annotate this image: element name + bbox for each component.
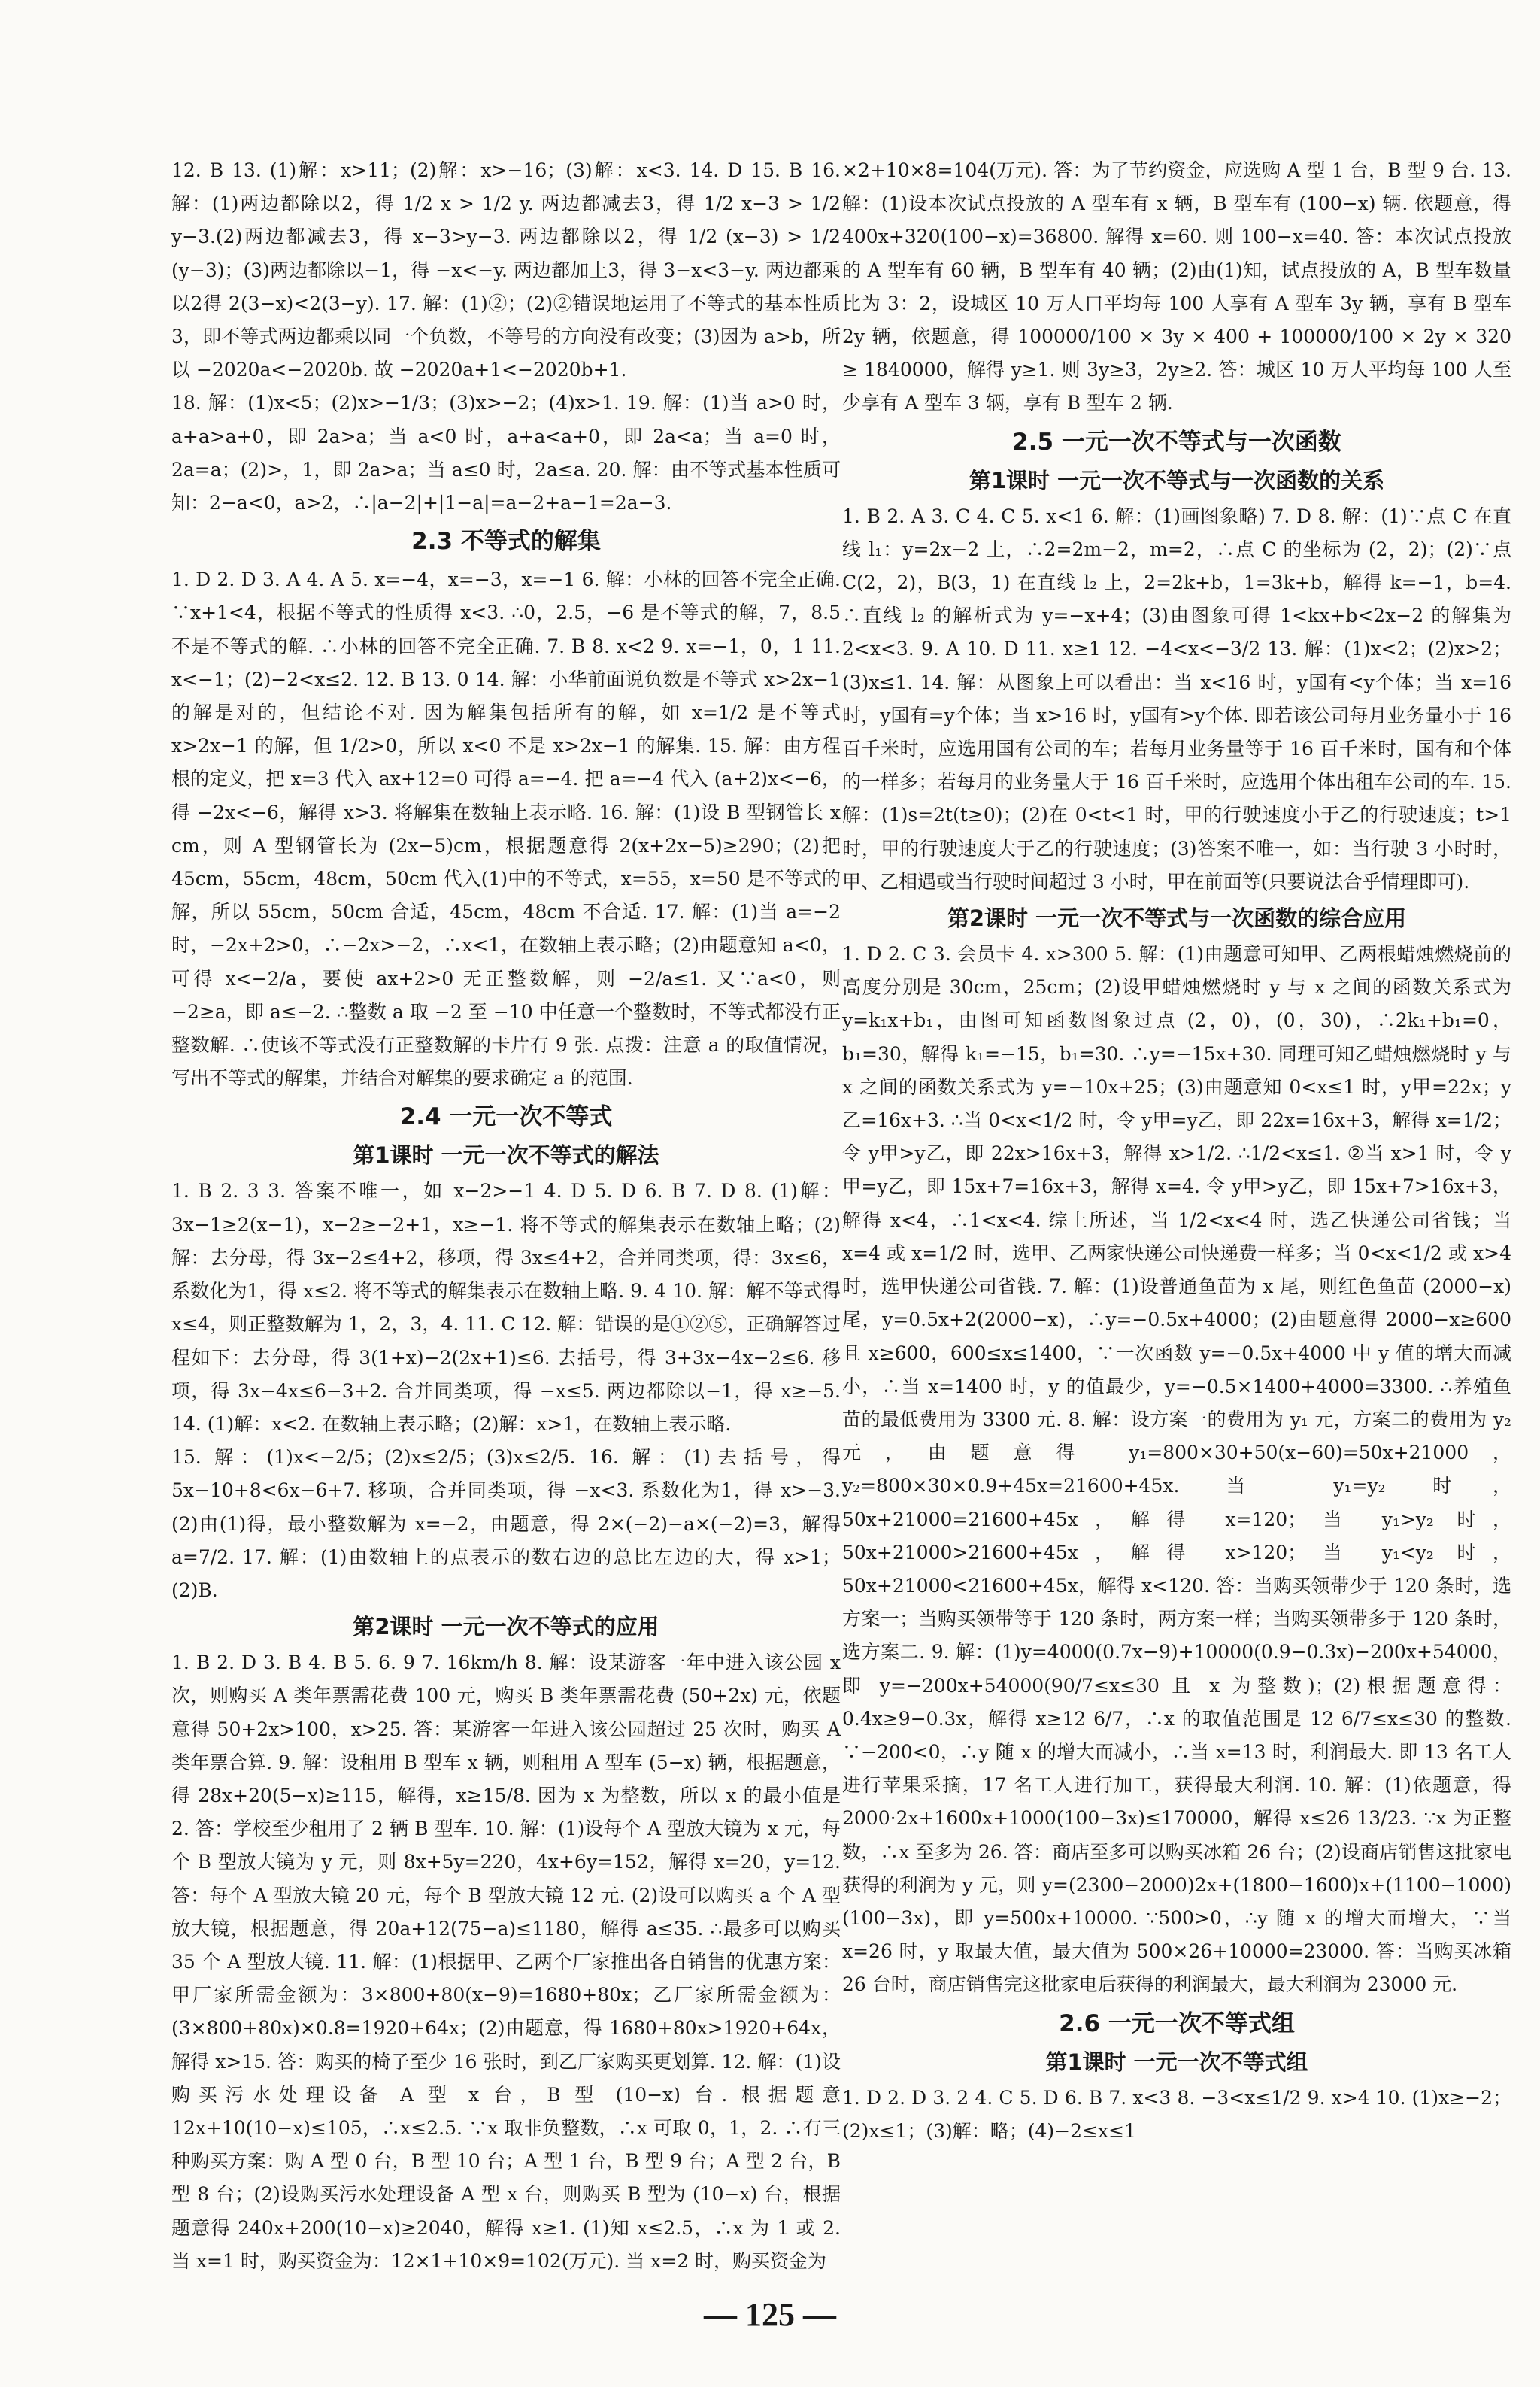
- section-heading-2-5: 2.5 一元一次不等式与一次函数: [1012, 428, 1341, 456]
- right-column: [842, 154, 1511, 2148]
- answers-2-2-part2: 18. 解：(1)x<5；(2)x>−1/3；(3)x>−2；(4)x>1. 19. 解：(1)当 a>0 时，a+a>a+0，即 2a>a；当 a<0 时，a+a<a+0，即 2a<a；当 a=0 时，2a=a；(2)>，1，即 2a>a；当 a≤0 时，2a≤a. 20. 解：由不等式基本性质可知：2−a<0，a>2，∴|a−2|+|1−a|=a−2+a−1=2a−3.: [171, 392, 841, 514]
- answers-2-3: 1. D 2. D 3. A 4. A 5. x=−4，x=−3，x=−1 6. 解：小林的回答不完全正确. ∵x+1<4，根据不等式的性质得 x<3. ∴0，2.5，−6 是不等式的解，7，8.5 不是不等式的解. ∴小林的回答不完全正确. 7. B 8. x<2 9. x=−1，0，1 11. x<−1；(2)−2<x≤2. 12. B 13. 0 14. 解：小华前面说负数是不等式 x>2x−1 的解是对的，但结论不对. 因为解集包括所有的解，如 x=1/2 是不等式 x>2x−1 的解，但 1/2>0，所以 x<0 不是 x>2x−1 的解集. 15. 解：由方程根的定义，把 x=3 代入 ax+12=0 可得 a=−4. 把 a=−4 代入 (a+2)x<−6，得 −2x<−6，解得 x>3. 将解集在数轴上表示略. 16. 解：(1)设 B 型钢管长 x cm，则 A 型钢管长为 (2x−5)cm，根据题意得 2(x+2x−5)≥290；(2)把 45cm，55cm，48cm，50cm 代入(1)中的不等式，x=55，x=50 是不等式的解，所以 55cm，50cm 合适，45cm，48cm 不合适. 17. 解：(1)当 a=−2 时，−2x+2>0，∴−2x>−2，∴x<1，在数轴上表示略；(2)由题意知 a<0，可得 x<−2/a，要使 ax+2>0 无正整数解，则 −2/a≤1. 又∵a<0，则 −2≥a，即 a≤−2. ∴整数 a 取 −2 至 −10 中任意一个整数时，不等式都没有正整数解. ∴使该不等式没有正整数解的卡片有 9 张. 点拨：注意 a 的取值情况，写出不等式的解集，并结合对解集的要求确定 a 的范围.: [171, 569, 841, 1090]
- section-heading-2-6: 2.6 一元一次不等式组: [1059, 2009, 1295, 2037]
- page-number: — 125 —: [704, 2296, 836, 2333]
- lesson-heading-2-5-2: 第2课时 一元一次不等式与一次函数的综合应用: [947, 905, 1407, 932]
- lesson-heading-2-6-1: 第1课时 一元一次不等式组: [1045, 2049, 1308, 2075]
- lesson-heading-2-4-1: 第1课时 一元一次不等式的解法: [353, 1142, 659, 1169]
- answers-2-4-1-part1: 1. B 2. 3 3. 答案不唯一，如 x−2>−1 4. D 5. D 6. B 7. D 8. (1)解：3x−1≥2(x−1)，x−2≥−2+1，x≥−1. 将不等式的解集表示在数轴上略；(2)解：去分母，得 3x−2≤4+2，移项，得 3x≤4+2，合并同类项，得：3x≤6，系数化为1，得 x≤2. 将不等式的解集表示在数轴上略. 9. 4 10. 解：解不等式得 x≤4，则正整数解为 1，2，3，4. 11. C 12. 解：错误的是①②⑤，正确解答过程如下：去分母，得 3(1+x)−2(2x+1)≤6. 去括号，得 3+3x−4x−2≤6. 移项，得 3x−4x≤6−3+2. 合并同类项，得 −x≤5. 两边都除以−1，得 x≥−5. 14. (1)解：x<2. 在数轴上表示略；(2)解：x>1，在数轴上表示略.: [171, 1180, 841, 1435]
- answers-2-5-1: 1. B 2. A 3. C 4. C 5. x<1 6. 解：(1)画图象略) 7. D 8. 解：(1)∵点 C 在直线 l₁：y=2x−2 上，∴2=2m−2，m=2，∴点 C 的坐标为 (2，2)；(2)∵点 C(2，2)，B(3，1) 在直线 l₂ 上，2=2k+b，1=3k+b，解得 k=−1，b=4. ∴直线 l₂ 的解析式为 y=−x+4；(3)由图象可得 1<kx+b<2x−2 的解集为 2<x<3. 9. A 10. D 11. x≥1 12. −4<x<−3/2 13. 解：(1)x<2；(2)x>2；(3)x≤1. 14. 解：从图象上可以看出：当 x<16 时，y国有<y个体；当 x=16 时，y国有=y个体；当 x>16 时，y国有>y个体. 即若该公司每月业务量小于 16 百千米时，应选用国有公司的车；若每月业务量等于 16 百千米时，国有和个体的一样多；若每月的业务量大于 16 百千米时，应选用个体出租车公司的车. 15. 解：(1)s=2t(t≥0)；(2)在 0<t<1 时，甲的行驶速度小于乙的行驶速度；t>1 时，甲的行驶速度大于乙的行驶速度；(3)答案不唯一，如：当行驶 3 小时时，甲、乙相遇或当行驶时间超过 3 小时，甲在前面等(只要说法合乎情理即可).: [842, 505, 1511, 893]
- answers-2-4-2: 1. B 2. D 3. B 4. B 5. 6. 9 7. 16km/h 8. 解：设某游客一年中进入该公园 x 次，则购买 A 类年票需花费 100 元，购买 B 类年票需花费 (50+2x) 元，依题意得 50+2x>100，x>25. 答：某游客一年进入该公园超过 25 次时，购买 A 类年票合算. 9. 解：设租用 B 型车 x 辆，则租用 A 型车 (5−x) 辆，根据题意，得 28x+20(5−x)≥115，解得，x≥15/8. 因为 x 为整数，所以 x 的最小值是 2. 答：学校至少租用了 2 辆 B 型车. 10. 解：(1)设每个 A 型放大镜为 x 元，每个 B 型放大镜为 y 元，则 8x+5y=220，4x+6y=152，解得 x=20，y=12. 答：每个 A 型放大镜 20 元，每个 B 型放大镜 12 元. (2)设可以购买 a 个 A 型放大镜，根据题意，得 20a+12(75−a)≤1180，解得 a≤35. ∴最多可以购买 35 个 A 型放大镜. 11. 解：(1)根据甲、乙两个厂家推出各自销售的优惠方案：甲厂家所需金额为：3×800+80(x−9)=1680+80x；乙厂家所需金额为：(3×800+80x)×0.8=1920+64x；(2)由题意，得 1680+80x>1920+64x，解得 x>15. 答：购买的椅子至少 16 张时，到乙厂家购买更划算. 12. 解：(1)设购买污水处理设备 A 型 x 台，B 型 (10−x) 台. 根据题意 12x+10(10−x)≤105，∴x≤2.5. ∵x 取非负整数，∴x 可取 0，1，2. ∴有三种购买方案：购 A 型 0 台，B 型 10 台；A 型 1 台，B 型 9 台；A 型 2 台，B 型 8 台；(2)设购买污水处理设备 A 型 x 台，则购买 B 型为 (10−x) 台，根据题意得 240x+200(10−x)≥2040，解得 x≥1. (1)知 x≤2.5，∴x 为 1 或 2. 当 x=1 时，购买资金为：12×1+10×9=102(万元). 当 x=2 时，购买资金为: [171, 1651, 841, 2272]
- lesson-heading-2-4-2: 第2课时 一元一次不等式的应用: [353, 1614, 659, 1640]
- section-heading-2-3: 2.3 不等式的解集: [411, 528, 601, 556]
- section-heading-2-4: 2.4 一元一次不等式: [399, 1103, 613, 1131]
- answers-2-4-2-continued: ×2+10×8=104(万元). 答：为了节约资金，应选购 A 型 1 台，B 型 9 台. 13. 解：(1)设本次试点投放的 A 型车有 x 辆，B 型车有 (100−x) 辆. 依题意，得 400x+320(100−x)=36800. 解得 x=60. 则 100−x=40. 答：本次试点投放的 A 型车有 60 辆，B 型车有 40 辆；(2)由(1)知，试点投放的 A，B 型车数量比为 3：2，设城区 10 万人口平均每 100 人享有 A 型车 3y 辆，享有 B 型车 2y 辆，依题意，得 100000/100 × 3y × 400 + 100000/100 × 2y × 320 ≥ 1840000，解得 y≥1. 则 3y≥3，2y≥2. 答：城区 10 万人平均每 100 人至少享有 A 型车 3 辆，享有 B 型车 2 辆.: [842, 159, 1511, 414]
- answers-2-6-1: 1. D 2. D 3. 2 4. C 5. D 6. B 7. x<3 8. −3<x≤1/2 9. x>4 10. (1)x≥−2；(2)x≤1；(3)解：略；(4)−2≤x≤1: [842, 2086, 1511, 2142]
- lesson-heading-2-5-1: 第1课时 一元一次不等式与一次函数的关系: [969, 467, 1385, 493]
- answers-2-4-1-part2: 15. 解：(1)x<−2/5；(2)x≤2/5；(3)x≤2/5. 16. 解：(1)去括号，得 5x−10+8<6x−6+7. 移项，合并同类项，得 −x<3. 系数化为1，得 x>−3. (2)由(1)得，最小整数解为 x=−2，由题意，得 2×(−2)−a×(−2)=3，解得 a=7/2. 17. 解：(1)由数轴上的点表示的数右边的总比左边的大，得 x>1；(2)B.: [171, 1446, 841, 1601]
- left-column: [171, 154, 841, 2278]
- answers-2-5-2: 1. D 2. C 3. 会员卡 4. x>300 5. 解：(1)由题意可知甲、乙两根蜡烛燃烧前的高度分别是 30cm，25cm；(2)设甲蜡烛燃烧时 y 与 x 之间的函数关系式为 y=k₁x+b₁，由图可知函数图象过点 (2，0)，(0，30)，∴2k₁+b₁=0，b₁=30，解得 k₁=−15，b₁=30. ∴y=−15x+30. 同理可知乙蜡烛燃烧时 y 与 x 之间的函数关系式为 y=−10x+25；(3)由题意知 0<x≤1 时，y甲=22x；y乙=16x+3. ∴当 0<x<1/2 时，令 y甲=y乙，即 22x=16x+3，解得 x=1/2；令 y甲>y乙，即 22x>16x+3，解得 x>1/2. ∴1/2<x≤1. ②当 x>1 时，令 y甲=y乙，即 15x+7=16x+3，解得 x=4. 令 y甲>y乙，即 15x+7>16x+3，解得 x<4，∴1<x<4. 综上所述，当 1/2<x<4 时，选乙快递公司省钱；当 x=4 或 x=1/2 时，选甲、乙两家快递公司快递费一样多；当 0<x<1/2 或 x>4 时，选甲快递公司省钱. 7. 解：(1)设普通鱼苗为 x 尾，则红色鱼苗 (2000−x) 尾，y=0.5x+2(2000−x)，∴y=−0.5x+4000；(2)由题意得 2000−x≥600 且 x≥600，600≤x≤1400，∵一次函数 y=−0.5x+4000 中 y 值的增大而减小，∴当 x=1400 时，y 的值最少，y=−0.5×1400+4000=3300. ∴养殖鱼苗的最低费用为 3300 元. 8. 解：设方案一的费用为 y₁ 元，方案二的费用为 y₂ 元，由题意得 y₁=800×30+50(x−60)=50x+21000，y₂=800×30×0.9+45x=21600+45x. 当 y₁=y₂ 时，50x+21000=21600+45x，解得 x=120；当 y₁>y₂ 时，50x+21000>21600+45x，解得 x>120；当 y₁<y₂ 时，50x+21000<21600+45x，解得 x<120. 答：当购买领带少于 120 条时，选方案一；当购买领带等于 120 条时，两方案一样；当购买领带多于 120 条时，选方案二. 9. 解：(1)y=4000(0.7x−9)+10000(0.9−0.3x)−200x+54000，即 y=−200x+54000(90/7≤x≤30 且 x 为整数)；(2)根据题意得：0.4x≥9−0.3x，解得 x≥12 6/7，∴x 的取值范围是 12 6/7≤x≤30 的整数. ∵−200<0，∴y 随 x 的增大而减小，∴当 x=13 时，利润最大. 即 13 名工人进行苹果采摘，17 名工人进行加工，获得最大利润. 10. 解：(1)依题意，得 2000·2x+1600x+1000(100−3x)≤170000，解得 x≤26 13/23. ∵x 为正整数，∴x 至多为 26. 答：商店至多可以购买冰箱 26 台；(2)设商店销售这批家电获得的利润为 y 元，则 y=(2300−2000)2x+(1800−1600)x+(1100−1000)(100−3x)，即 y=500x+10000. ∵500>0，∴y 随 x 的增大而增大，∵当 x=26 时，y 取最大值，最大值为 500×26+10000=23000. 答：当购买冰箱 26 台时，商店销售完这批家电后获得的利润最大，最大利润为 23000 元.: [842, 943, 1511, 1996]
- answers-2-2-part1: 12. B 13. (1)解：x>11；(2)解：x>−16；(3)解：x<3. 14. D 15. B 16. 解：(1)两边都除以2，得 1/2 x > 1/2 y. 两边都减去3，得 1/2 x−3 > 1/2 y−3.(2)两边都减去3，得 x−3>y−3. 两边都除以2，得 1/2 (x−3) > 1/2 (y−3)；(3)两边都除以−1，得 −x<−y. 两边都加上3，得 3−x<3−y. 两边都乘以2得 2(3−x)<2(3−y). 17. 解：(1)②；(2)②错误地运用了不等式的基本性质3，即不等式两边都乘以同一个负数，不等号的方向没有改变；(3)因为 a>b，所以 −2020a<−2020b. 故 −2020a+1<−2020b+1.: [171, 159, 841, 381]
